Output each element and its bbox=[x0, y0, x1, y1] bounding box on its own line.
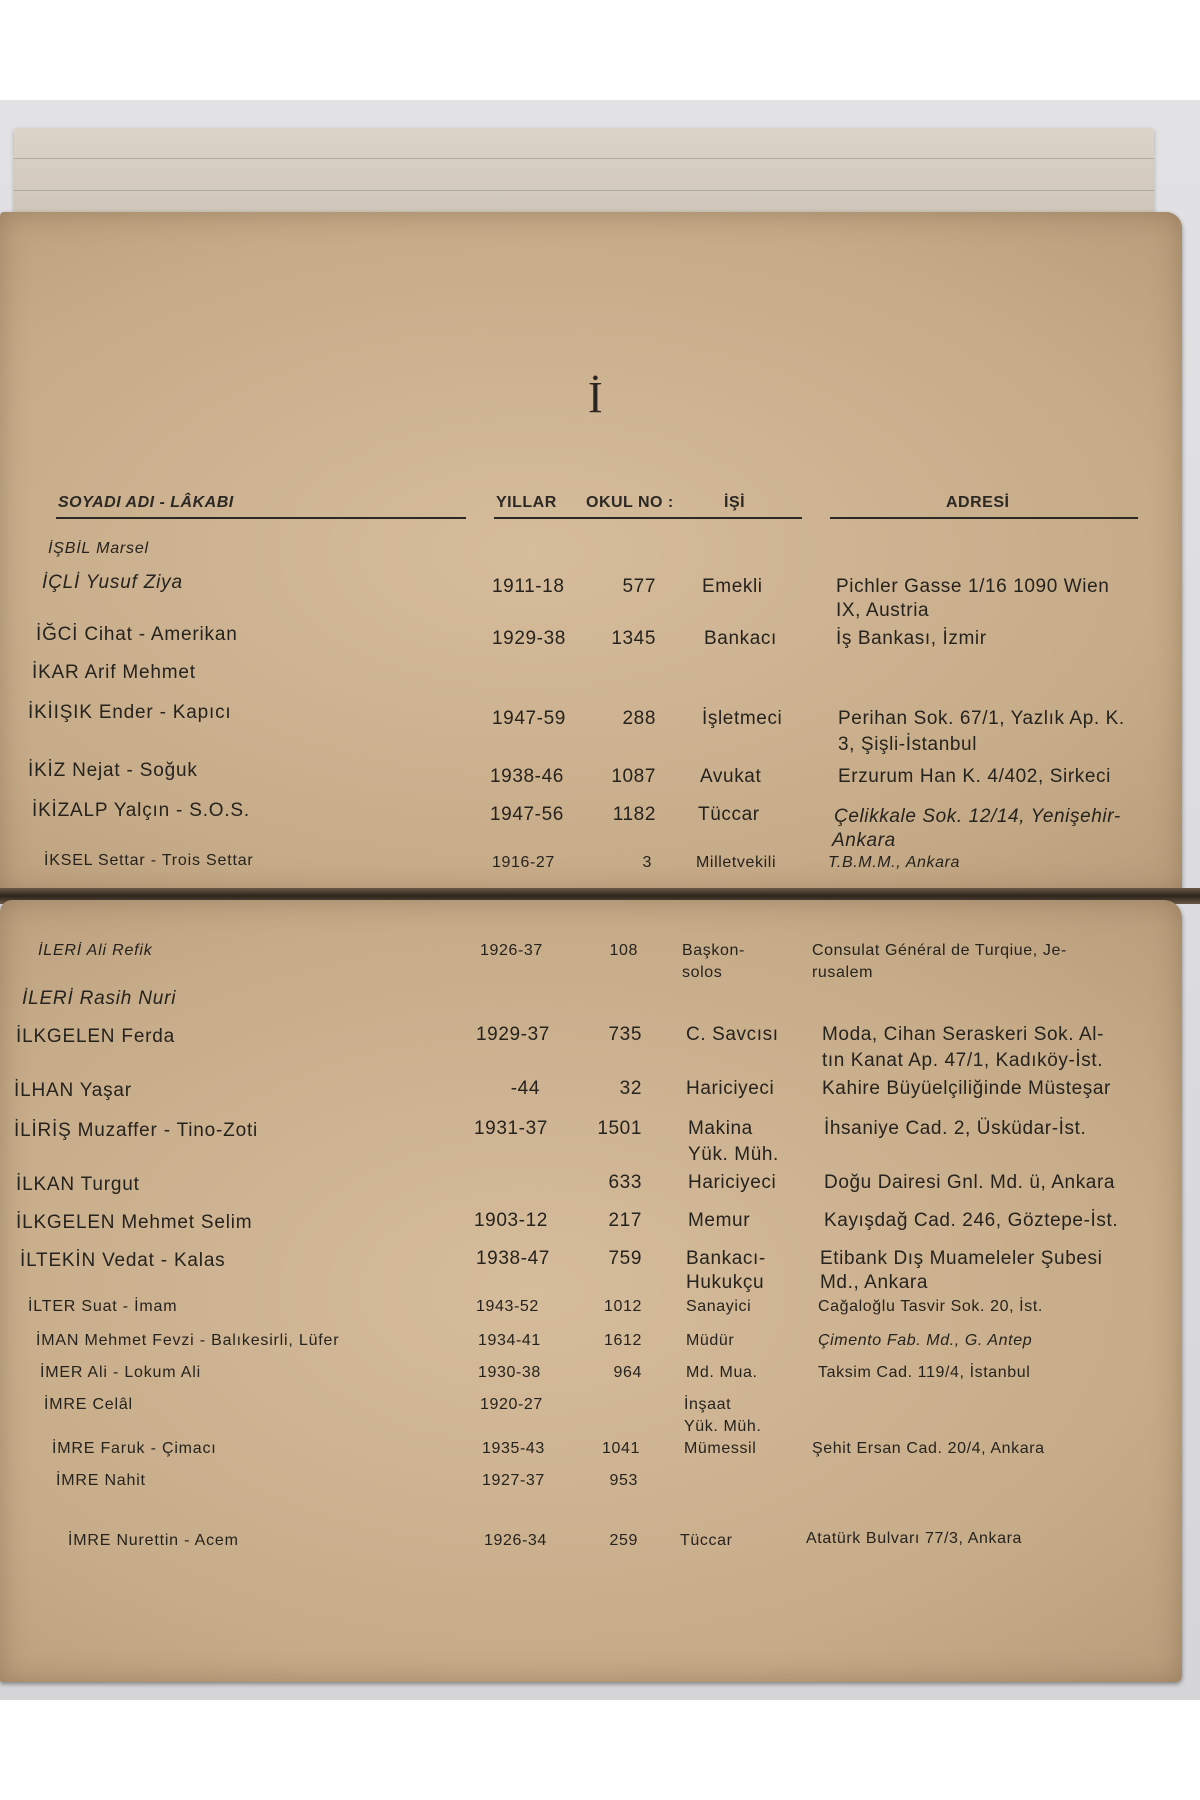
entry-name: İLERİ Ali Refik bbox=[38, 942, 153, 959]
entry-school-no: 1345 bbox=[611, 628, 656, 649]
entry-name: İĞCİ Cihat - Amerikan bbox=[36, 624, 238, 645]
entry-years: 1943-52 bbox=[476, 1298, 539, 1315]
entry-school-no: 32 bbox=[619, 1078, 642, 1099]
entry-job: İşletmeci bbox=[702, 708, 783, 729]
entry-address: Kayışdağ Cad. 246, Göztepe-İst. bbox=[824, 1210, 1119, 1231]
entry-school-no: 1041 bbox=[602, 1440, 640, 1457]
top-page bbox=[0, 212, 1182, 894]
entry-years: 1934-41 bbox=[478, 1332, 541, 1349]
entry-job: Milletvekili bbox=[696, 854, 777, 871]
entry-address: Cağaloğlu Tasvir Sok. 20, İst. bbox=[818, 1298, 1043, 1315]
entry-name: İLTER Suat - İmam bbox=[28, 1298, 178, 1315]
entry-address: Consulat Général de Turqiue, Je- bbox=[812, 942, 1067, 959]
entry-name: İMER Ali - Lokum Ali bbox=[40, 1364, 201, 1381]
entry-address: İhsaniye Cad. 2, Üsküdar-İst. bbox=[824, 1118, 1087, 1139]
entry-job: Memur bbox=[688, 1210, 751, 1231]
entry-name: İLKAN Turgut bbox=[16, 1174, 140, 1195]
entry-school-no: 953 bbox=[609, 1472, 638, 1489]
entry-address: Erzurum Han K. 4/402, Sirkeci bbox=[838, 766, 1111, 787]
entry-address: Etibank Dış Muameleler Şubesi bbox=[820, 1248, 1103, 1269]
entry-school-no: 3 bbox=[642, 854, 652, 871]
entry-address: Moda, Cihan Seraskeri Sok. Al- bbox=[822, 1024, 1105, 1045]
entry-name: İKİZ Nejat - Soğuk bbox=[28, 760, 198, 781]
entry-name: İKİIŞIK Ender - Kapıcı bbox=[28, 702, 232, 723]
entry-school-no: 633 bbox=[608, 1172, 642, 1193]
entry-school-no: 1182 bbox=[612, 804, 656, 825]
entry-name: İLKGELEN Mehmet Selim bbox=[16, 1212, 253, 1233]
entry-years: 1926-37 bbox=[480, 942, 543, 959]
entry-years: 1947-56 bbox=[490, 804, 564, 825]
entry-school-no: 108 bbox=[609, 942, 638, 959]
entry-name: İÇLİ Yusuf Ziya bbox=[42, 572, 183, 593]
entry-address-cont: 3, Şişli-İstanbul bbox=[838, 734, 978, 755]
entry-school-no: 259 bbox=[609, 1532, 638, 1549]
entry-job: Müdür bbox=[686, 1332, 735, 1349]
entry-address: Kahire Büyüelçiliğinde Müsteşar bbox=[822, 1078, 1111, 1099]
entry-years: -44 bbox=[510, 1078, 540, 1099]
entry-years: 1930-38 bbox=[478, 1364, 541, 1381]
entry-years: 1911-18 bbox=[492, 576, 565, 597]
header-rule-middle bbox=[494, 517, 802, 519]
entry-name: İLİRİŞ Muzaffer - Tino-Zoti bbox=[14, 1120, 259, 1141]
entry-years: 1947-59 bbox=[492, 708, 566, 729]
entry-address: Perihan Sok. 67/1, Yazlık Ap. K. bbox=[838, 708, 1125, 729]
entry-address-cont: IX, Austria bbox=[836, 600, 930, 621]
entry-job: Md. Mua. bbox=[686, 1364, 758, 1381]
entry-years: 1920-27 bbox=[480, 1396, 543, 1413]
header-years: YILLAR bbox=[496, 494, 557, 511]
entry-name: İLTEKİN Vedat - Kalas bbox=[20, 1250, 226, 1271]
entry-name: İLKGELEN Ferda bbox=[16, 1026, 176, 1047]
entry-address: Atatürk Bulvarı 77/3, Ankara bbox=[806, 1530, 1023, 1547]
entry-address: Çimento Fab. Md., G. Antep bbox=[818, 1332, 1033, 1349]
entry-job: Sanayici bbox=[686, 1298, 752, 1315]
header-address: ADRESİ bbox=[946, 494, 1010, 511]
entry-address-cont: rusalem bbox=[812, 964, 874, 981]
entry-job: Avukat bbox=[700, 766, 762, 787]
entry-name: İLHAN Yaşar bbox=[14, 1080, 132, 1101]
entry-years: 1935-43 bbox=[482, 1440, 545, 1457]
entry-address-cont: tın Kanat Ap. 47/1, Kadıköy-İst. bbox=[822, 1050, 1104, 1071]
entry-address: Çelikkale Sok. 12/14, Yenişehir- bbox=[834, 806, 1121, 827]
entry-job-cont: Yük. Müh. bbox=[688, 1144, 779, 1165]
entry-years: 1929-38 bbox=[492, 628, 566, 649]
entry-job: Makina bbox=[688, 1118, 753, 1139]
entry-name: İMRE Faruk - Çimacı bbox=[52, 1440, 217, 1457]
entry-school-no: 759 bbox=[608, 1248, 642, 1269]
entry-job-cont: Hukukçu bbox=[686, 1272, 765, 1293]
entry-address: Doğu Dairesi Gnl. Md. ü, Ankara bbox=[824, 1172, 1116, 1193]
header-school-no: OKUL NO : bbox=[586, 494, 674, 511]
entry-school-no: 577 bbox=[622, 576, 656, 597]
entry-years: 1903-12 bbox=[474, 1210, 548, 1231]
entry-name: İMRE Nahit bbox=[56, 1472, 146, 1489]
entry-job: Bankacı- bbox=[686, 1248, 766, 1269]
entry-years: 1926-34 bbox=[484, 1532, 547, 1549]
entry-job: Tüccar bbox=[698, 804, 760, 825]
header-name: SOYADI ADI - LÂKABI bbox=[58, 494, 234, 511]
entry-job: Tüccar bbox=[680, 1532, 733, 1549]
entry-job: Mümessil bbox=[684, 1440, 757, 1457]
entry-address: Şehit Ersan Cad. 20/4, Ankara bbox=[812, 1440, 1045, 1457]
entry-school-no: 735 bbox=[608, 1024, 642, 1045]
entry-job: C. Savcısı bbox=[686, 1024, 779, 1045]
entry-name: İMRE Nurettin - Acem bbox=[68, 1532, 239, 1549]
entry-name: İKAR Arif Mehmet bbox=[32, 662, 196, 683]
entry-name: İKİZALP Yalçın - S.O.S. bbox=[32, 800, 250, 821]
entry-job-cont: Yük. Müh. bbox=[684, 1418, 762, 1435]
entry-school-no: 217 bbox=[608, 1210, 642, 1231]
entry-school-no: 1012 bbox=[604, 1298, 642, 1315]
entry-school-no: 1612 bbox=[604, 1332, 642, 1349]
entry-job-cont: solos bbox=[682, 964, 723, 981]
entry-years: 1929-37 bbox=[476, 1024, 550, 1045]
section-letter: İ bbox=[588, 373, 603, 422]
bottom-page bbox=[0, 900, 1182, 1682]
header-job: İŞİ bbox=[724, 494, 746, 511]
entry-name: İLERİ Rasih Nuri bbox=[22, 988, 177, 1009]
entry-school-no: 964 bbox=[613, 1364, 642, 1381]
entry-name: İMRE Celâl bbox=[44, 1396, 133, 1413]
header-rule-name bbox=[56, 517, 466, 519]
entry-name: İMAN Mehmet Fevzi - Balıkesirli, Lüfer bbox=[36, 1332, 340, 1349]
entry-address: Taksim Cad. 119/4, İstanbul bbox=[818, 1364, 1031, 1381]
entry-years: 1938-47 bbox=[476, 1248, 550, 1269]
entry-address: İş Bankası, İzmir bbox=[836, 628, 987, 649]
entry-school-no: 1501 bbox=[597, 1118, 642, 1139]
entry-address-cont: Md., Ankara bbox=[820, 1272, 928, 1293]
entry-address-cont: Ankara bbox=[832, 830, 896, 851]
header-rule-address bbox=[830, 517, 1138, 519]
entry-job: Başkon- bbox=[682, 942, 745, 959]
entry-school-no: 1087 bbox=[611, 766, 656, 787]
entry-job: Hariciyeci bbox=[686, 1078, 775, 1099]
entry-job: İnşaat bbox=[684, 1396, 732, 1413]
entry-years: 1916-27 bbox=[492, 854, 555, 871]
entry-name: İŞBİL Marsel bbox=[48, 540, 149, 557]
entry-years: 1927-37 bbox=[482, 1472, 545, 1489]
entry-address: Pichler Gasse 1/16 1090 Wien bbox=[836, 576, 1110, 597]
entry-job: Emekli bbox=[702, 576, 763, 597]
entry-years: 1931-37 bbox=[474, 1118, 548, 1139]
entry-job: Hariciyeci bbox=[688, 1172, 777, 1193]
entry-name: İKSEL Settar - Trois Settar bbox=[44, 852, 254, 869]
entry-job: Bankacı bbox=[704, 628, 777, 649]
entry-school-no: 288 bbox=[622, 708, 656, 729]
entry-address: T.B.M.M., Ankara bbox=[828, 854, 961, 871]
entry-years: 1938-46 bbox=[490, 766, 564, 787]
